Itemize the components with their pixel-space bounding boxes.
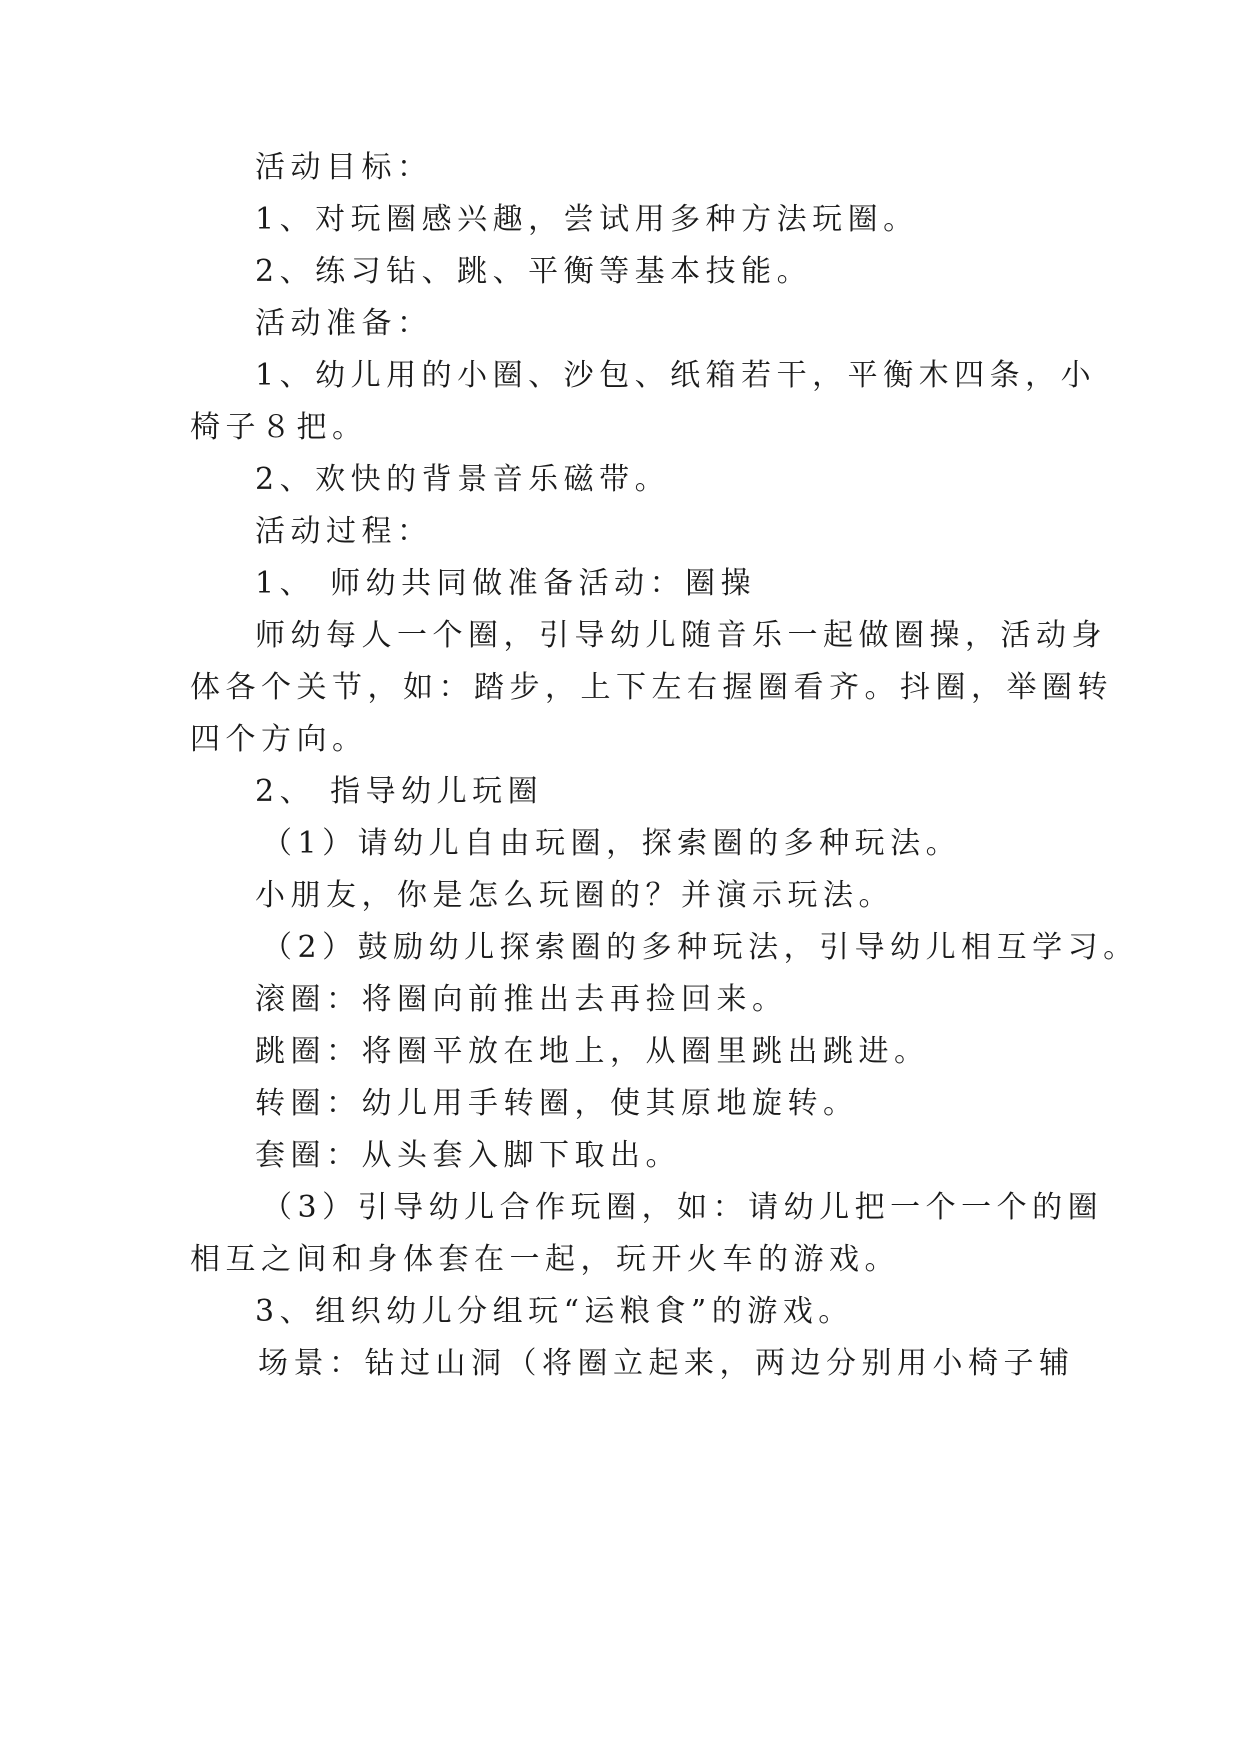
paragraph-line: 1、对玩圈感兴趣，尝试用多种方法玩圈。 <box>255 202 919 237</box>
paragraph-line: 2、练习钻、跳、平衡等基本技能。 <box>255 254 813 289</box>
paragraph-line: 椅子８把。 <box>190 410 368 445</box>
paragraph-line: 转圈：幼儿用手转圈，使其原地旋转。 <box>255 1086 859 1121</box>
paragraph-line: 小朋友，你是怎么玩圈的？并演示玩法。 <box>255 878 894 913</box>
paragraph-line: 1、幼儿用的小圈、沙包、纸箱若干，平衡木四条，小 <box>255 358 1097 393</box>
paragraph-line: 2、 指导幼儿玩圈 <box>255 774 544 809</box>
paragraph-line: 2、欢快的背景音乐磁带。 <box>255 462 671 497</box>
paragraph-line: 相互之间和身体套在一起，玩开火车的游戏。 <box>190 1242 900 1277</box>
paragraph-line: 滚圈：将圈向前推出去再捡回来。 <box>255 982 788 1017</box>
paragraph-line: 体各个关节，如：踏步，上下左右握圈看齐。抖圈，举圈转 <box>190 670 1113 705</box>
paragraph-line: （3）引导幼儿合作玩圈，如：请幼儿把一个一个的圈 <box>262 1190 1104 1225</box>
heading-activity-process: 活动过程： <box>255 514 433 549</box>
paragraph-line: 3、组织幼儿分组玩“运粮食”的游戏。 <box>255 1294 854 1329</box>
paragraph-line: 1、 师幼共同做准备活动：圈操 <box>255 566 757 601</box>
paragraph-line: 套圈：从头套入脚下取出。 <box>255 1138 681 1173</box>
paragraph-line: 师幼每人一个圈，引导幼儿随音乐一起做圈操，活动身 <box>255 618 1107 653</box>
heading-activity-preparation: 活动准备： <box>255 306 433 341</box>
paragraph-line: （2）鼓励幼儿探索圈的多种玩法，引导幼儿相互学习。 <box>262 930 1139 965</box>
paragraph-line: （1）请幼儿自由玩圈，探索圈的多种玩法。 <box>262 826 962 861</box>
paragraph-line: 场景：钻过山洞（将圈立起来，两边分别用小椅子辅 <box>258 1346 1075 1381</box>
heading-activity-goals: 活动目标： <box>255 150 433 185</box>
paragraph-line: 跳圈：将圈平放在地上，从圈里跳出跳进。 <box>255 1034 930 1069</box>
paragraph-line: 四个方向。 <box>190 722 368 757</box>
